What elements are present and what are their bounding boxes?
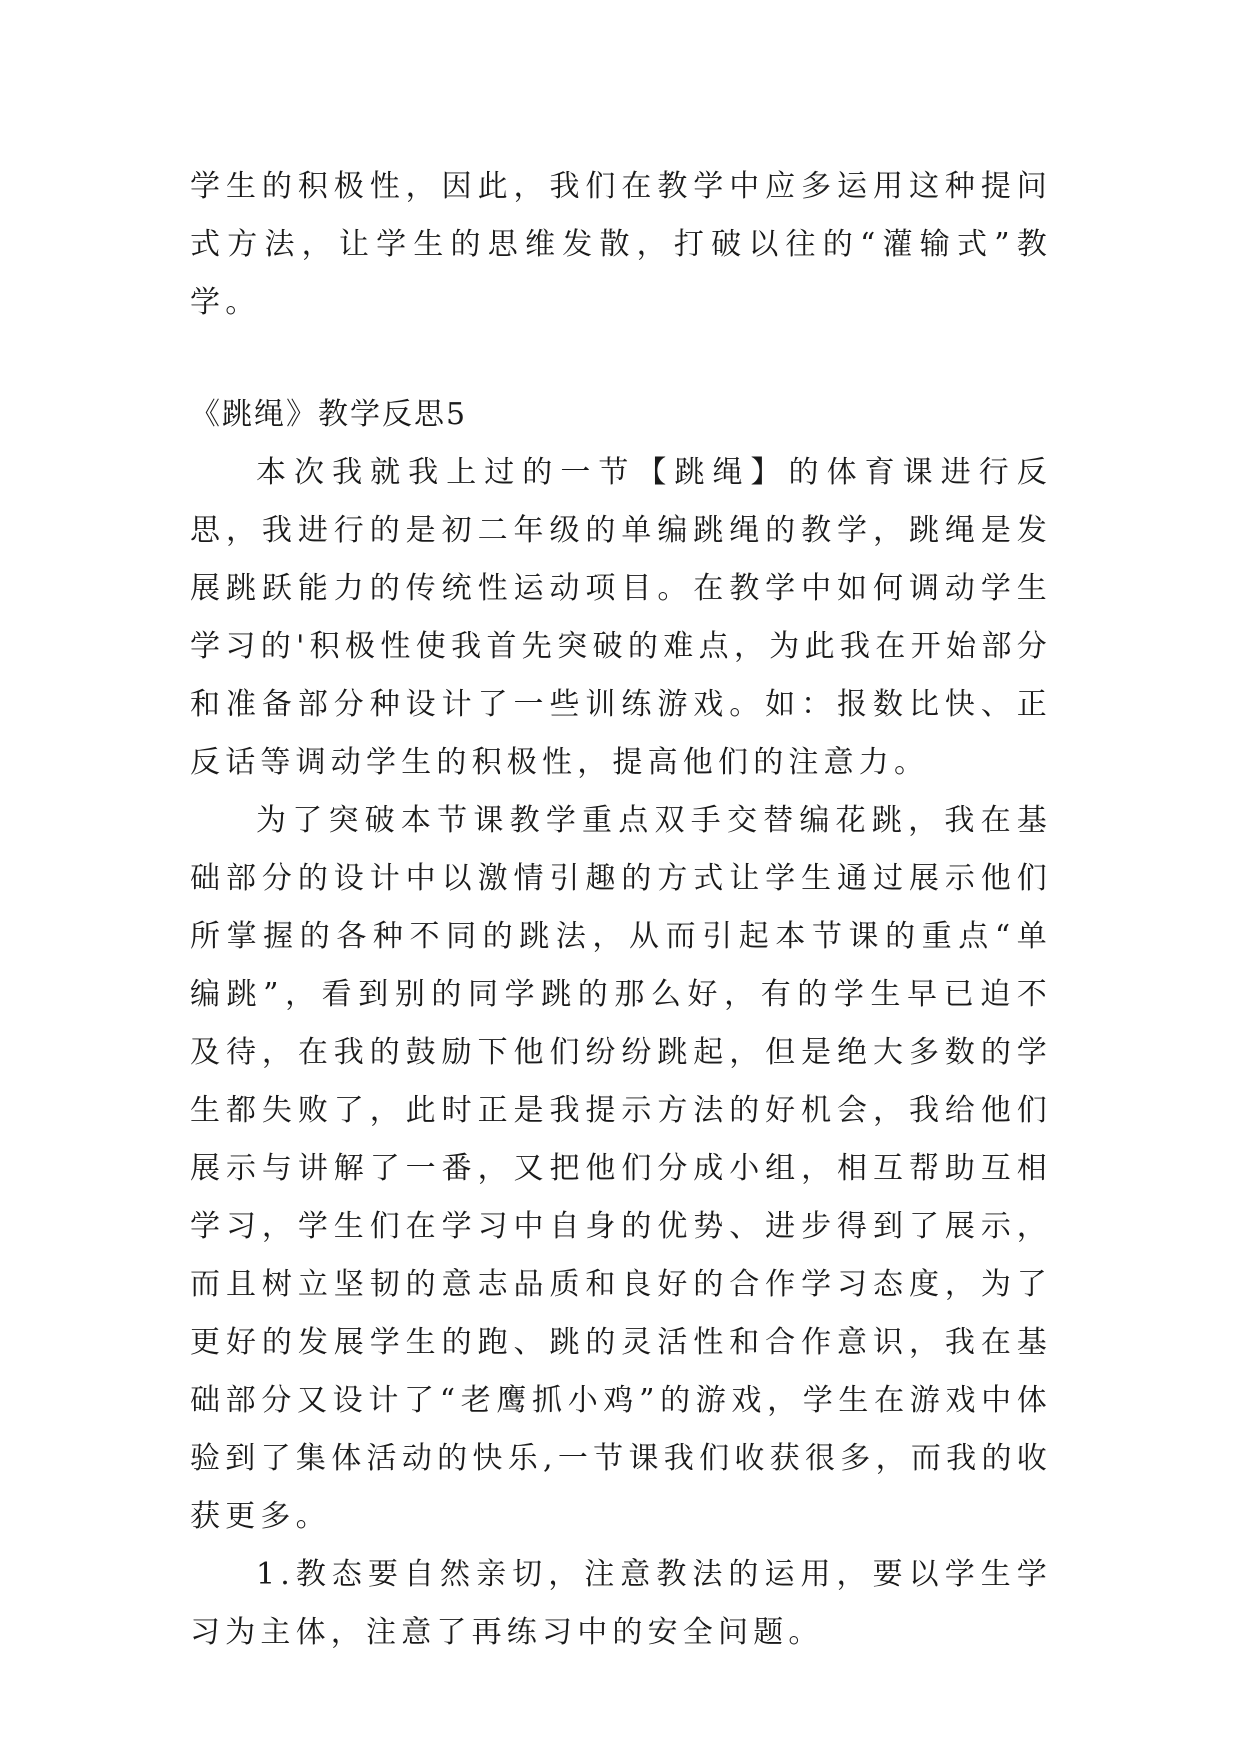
section-title: 《跳绳》教学反思5 — [190, 397, 468, 432]
body-paragraph-2: 为了突破本节课教学重点双手交替编花跳，我在基础部分的设计中以激情引趣的方式让学生通过展示他们所掌握的各种不同的跳法，从而引起本节课的重点“单编跳”，看到别的同学跳的那么好，有的学生早已迫不及待，在我的鼓励下他们纷纷跳起，但是绝大多数的学生都失败了，此时正是我提示方法的好机会，我给他们展示与讲解了一番，又把他们分成小组，相互帮助互相学习，学生们在学习中自身的优势、进步得到了展示，而且树立坚韧的意志品质和良好的合作学习态度，为了更好的发展学生的跑、跳的灵活性和合作意识，我在基础部分又设计了“老鹰抓小鸡”的游戏，学生在游戏中体验到了集体活动的快乐,一节课我们收获很多，而我的收获更多。 — [190, 803, 1052, 1534]
body-paragraph-3: 1.教态要自然亲切，注意教法的运用，要以学生学习为主体，注意了再练习中的安全问题。 — [190, 1557, 1052, 1650]
continued-paragraph: 学生的积极性，因此，我们在教学中应多运用这种提问式方法，让学生的思维发散，打破以往的“灌输式”教学。 — [190, 169, 1052, 320]
document-body — [190, 158, 1052, 1662]
body-paragraph-1: 本次我就我上过的一节【跳绳】的体育课进行反思，我进行的是初二年级的单编跳绳的教学，跳绳是发展跳跃能力的传统性运动项目。在教学中如何调动学生学习的'积极性使我首先突破的难点，为此我在开始部分和准备部分种设计了一些训练游戏。如：报数比快、正反话等调动学生的积极性，提高他们的注意力。 — [190, 455, 1052, 780]
